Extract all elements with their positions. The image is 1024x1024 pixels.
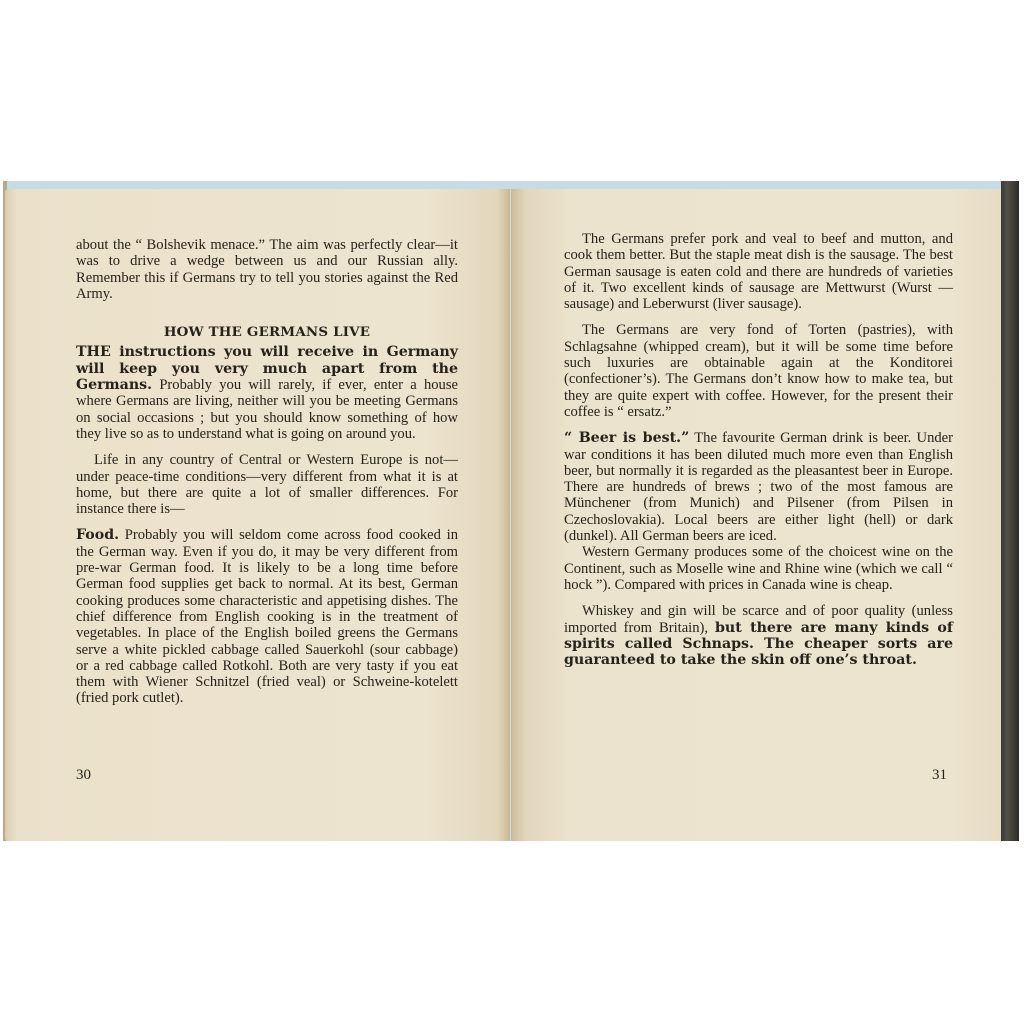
right-paragraph-5-text: Whiskey and gin will be scarce and of poor quality (unless imported from Britain), [564,603,953,636]
bold-schnaps-text: but there are many kinds of spirits called Schnaps. The cheaper sorts are guaranteed to take the skin off one’s throat. [564,619,953,669]
right-paragraph-3 [564,430,953,544]
back-cover-edge [1001,181,1019,841]
right-paragraph-1: The Germans prefer pork and veal to beef and mutton, and cook them better. But the staple meat dish is the sausage. The best German sausage is eaten cold and there are hundreds of varieties of it. Two excellent kinds of sausage are Mettwurst (Wurst — sausage) and Leberwurst (liver sausage). [564,231,953,313]
right-paragraph-2: The Germans are very fond of Torten (pastries), with Schlagsahne (whipped cream), but it will be some time before such luxuries are obtainable again at the Konditorei (confectioner’s). The Germans don’t know how to make tea, but they are quite expert with coffee. However, for the present their coffee is “ ersatz.” [564,322,953,420]
left-page [5,189,510,841]
bold-lead-food: Food. [76,527,120,544]
section-heading: HOW THE GERMANS LIVE [163,324,371,341]
bold-lead-instructions: THE instructions you will receive in Germany will keep you very much apart from the Germans. [76,344,458,394]
left-paragraph-4-text: Probably you will seldom come across food cooked in the German way. Even if you do, it may be very different from pre-war German food. It is likely to be a long time before German food supplies get back to normal. At its best, German cooking produces some characteristic and appetising dishes. The chief difference from English cooking is in the treatment of vegetables. In place of the English boiled greens the Germans serve a white pickled cabbage called Sauerkohl (sour cabbage) or a red cabbage called Rotkohl. Both are very tasty if you eat them with Wiener Schnitzel (fried veal) or Schweine-kotelett (fried pork cutlet). [76,527,458,707]
right-paragraph-4: Western Germany produces some of the choicest wine on the Continent, such as Moselle wine and Rhine wine (which we call “ hock ”). Compared with prices in Canada wine is cheap. [564,544,953,593]
left-paragraph-4 [76,527,458,706]
left-paragraph-2-text: Probably you will rarely, if ever, enter a house where Germans are living, neither will you be meeting Germans on social occasions ; but you should know something of how they live so as to understand what is going on around you. [76,377,458,442]
left-paragraph-3: Life in any country of Central or Western Europe is not—under peace-time conditions—very different from what it is at home, but there are quite a lot of smaller differences. For instance there is— [76,452,458,518]
page-number-left: 30 [76,766,91,783]
bold-lead-beer: “ Beer is best.” [564,430,690,447]
open-booklet [3,181,1019,841]
right-paragraph-5 [564,603,953,668]
left-paragraph-1: about the “ Bolshevik menace.” The aim was perfectly clear—it was to drive a wedge between us and our Russian ally. Remember this if Germans try to tell you stories against the Red Army. [76,237,458,302]
right-paragraph-3-text: The favourite German drink is beer. Under war conditions it has been diluted much more even than English beer, but normally it is regarded as the pleasantest beer in Europe. There are hundreds of brews ; two of the most famous are Münchener (from Munich) and Pilsener (from Pilsen in Czechoslovakia). Local beers are either light (hell) or dark (dunkel). All German beers are iced. [564,430,953,545]
right-page [511,189,1005,841]
left-paragraph-2 [76,344,458,442]
page-number-right: 31 [932,766,947,783]
